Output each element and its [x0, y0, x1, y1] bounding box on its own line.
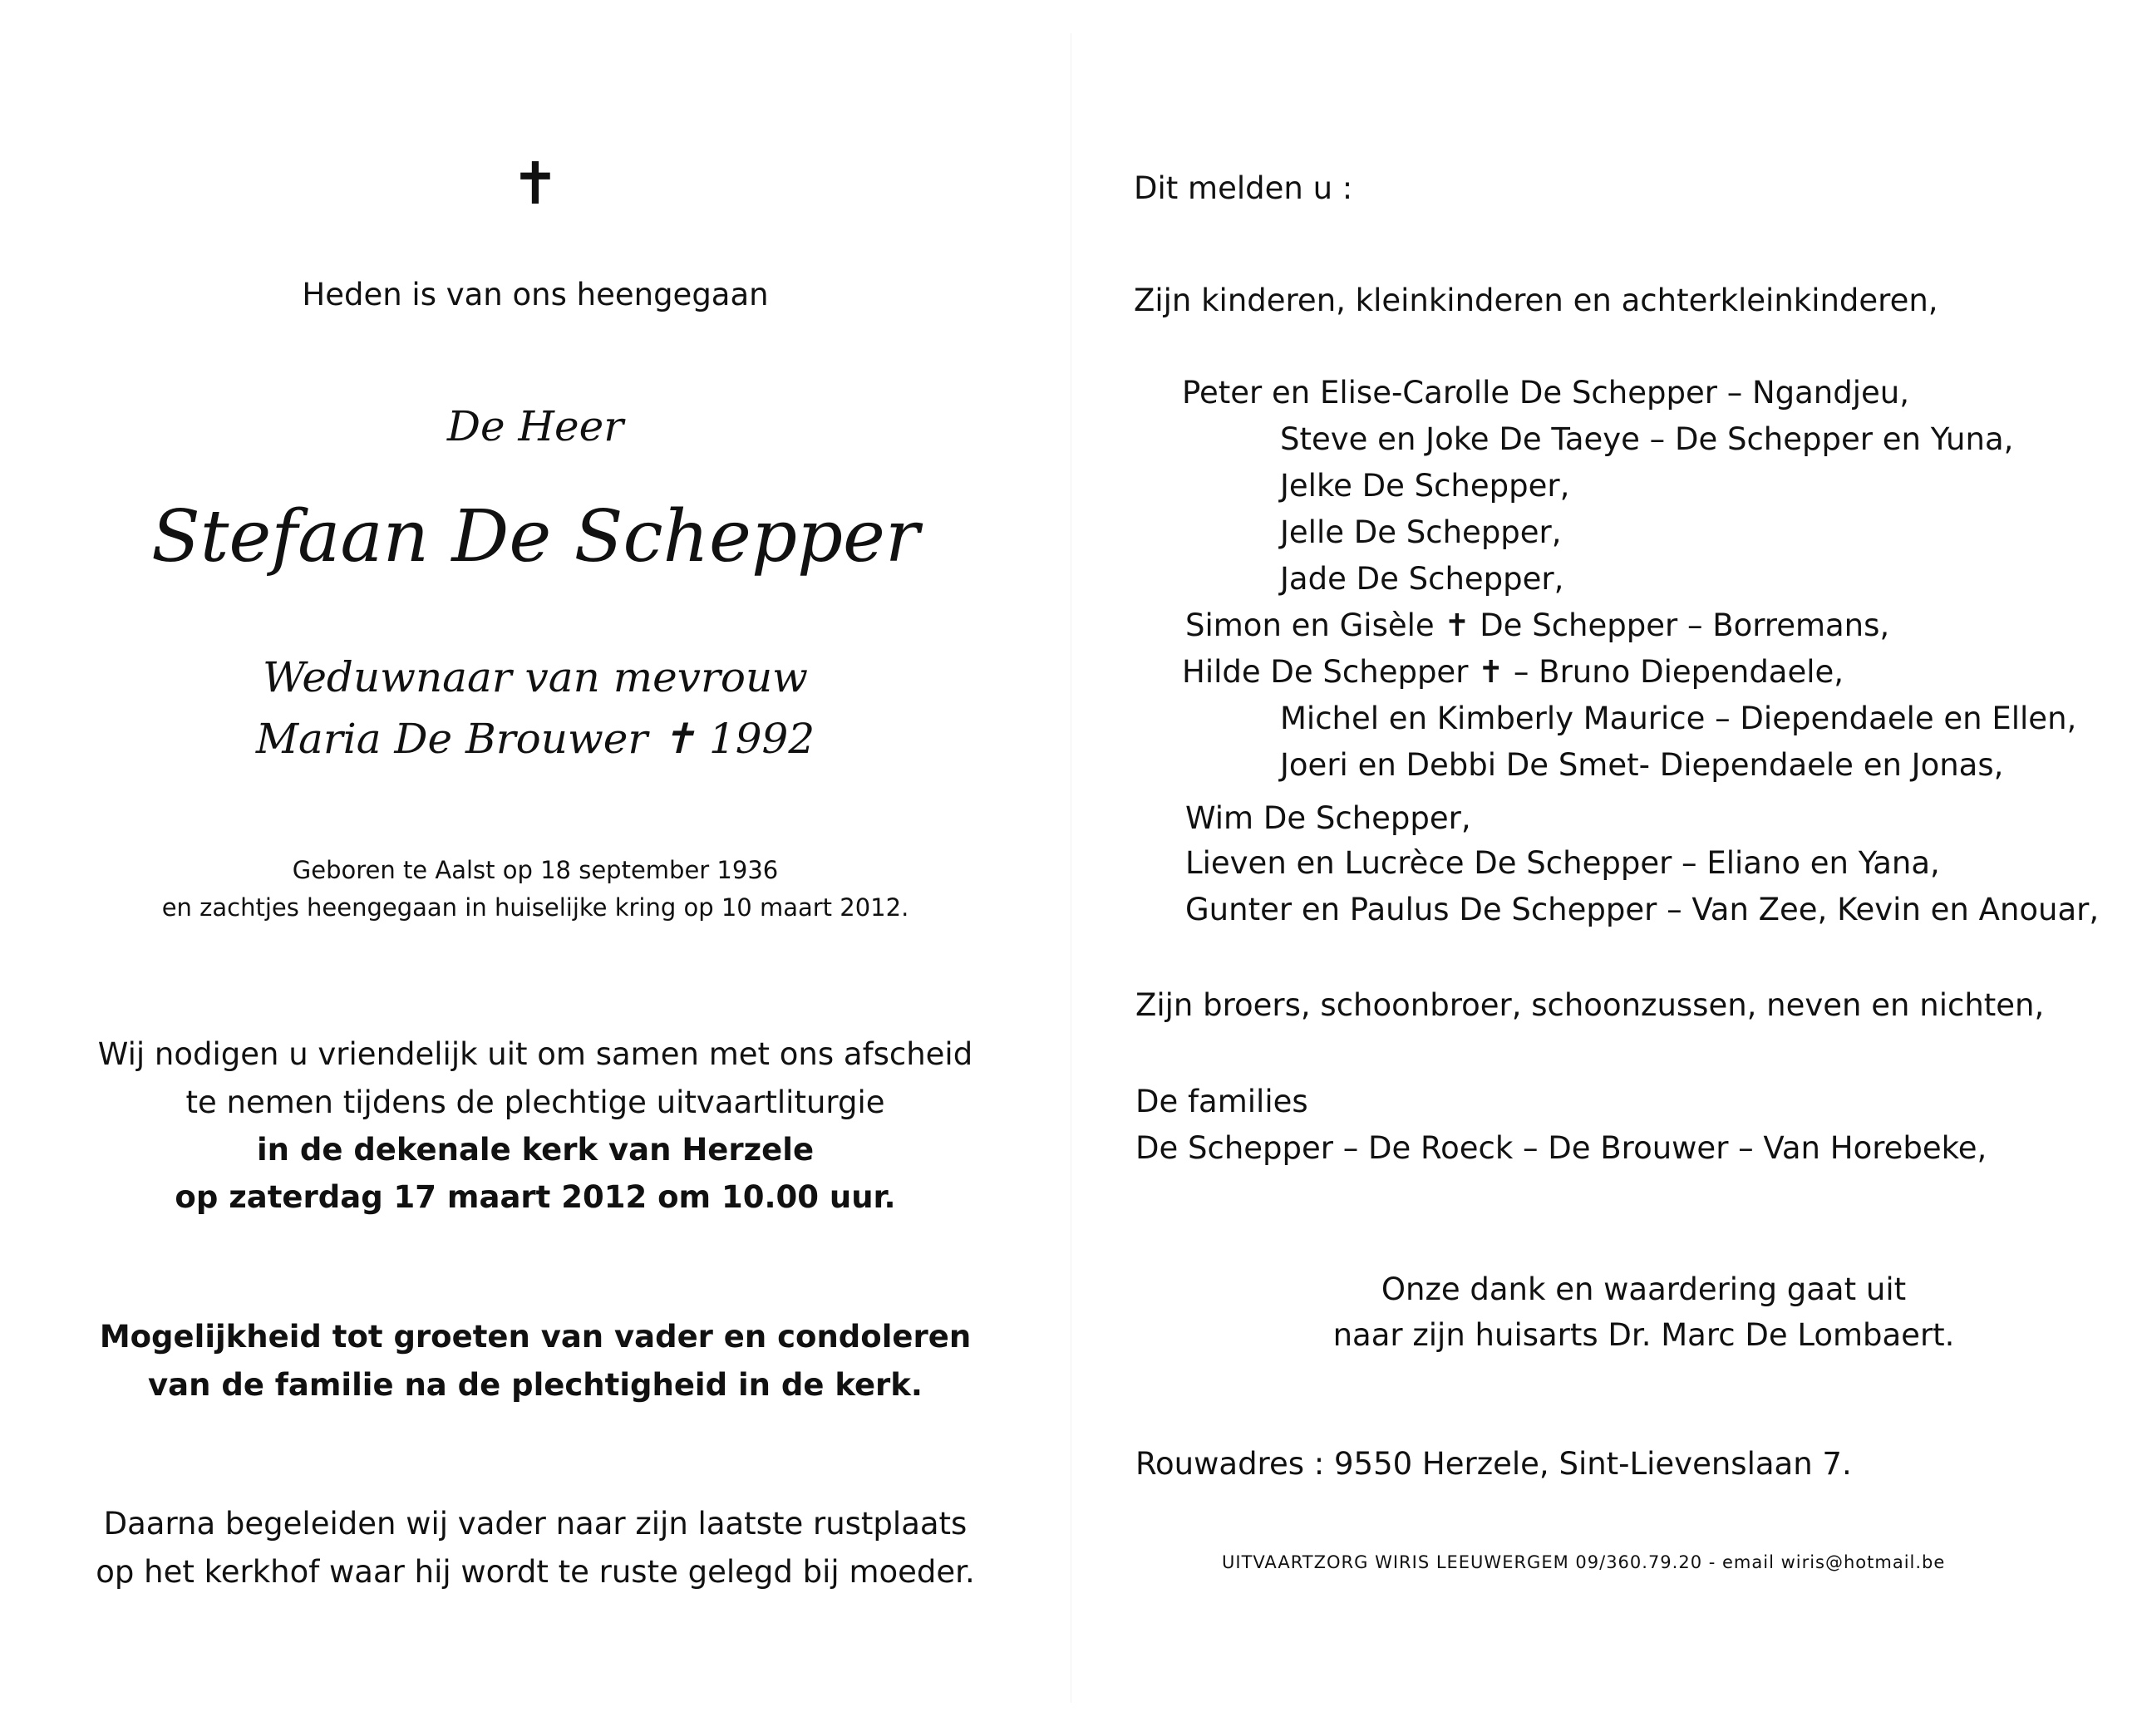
family-member: Jelke De Schepper,	[1280, 468, 1570, 504]
condolence-line-1: Mogelijkheid tot groeten van vader en condoleren	[99, 1319, 972, 1355]
burial-line-1: Daarna begeleiden wij vader naar zijn laatste rustplaats	[103, 1506, 968, 1542]
family-member: Simon en Gisèle ✝ De Schepper – Borremans,	[1185, 607, 1890, 643]
funeral-home-footer: UITVAARTZORG WIRIS LEEUWERGEM 09/360.79.20 - email wiris@hotmail.be	[1222, 1552, 1946, 1572]
families-names: De Schepper – De Roeck – De Brouwer – Van Horebeke,	[1135, 1130, 1987, 1166]
family-member: Michel en Kimberly Maurice – Diependaele en Ellen,	[1280, 701, 2077, 736]
announce-text: Dit melden u :	[1134, 170, 1353, 206]
church-line: in de dekenale kerk van Herzele	[256, 1132, 815, 1168]
right-page	[1071, 0, 2142, 1736]
family-member: Lieven en Lucrèce De Schepper – Eliano en Yana,	[1185, 845, 1940, 881]
burial-line-2: op het kerkhof waar hij wordt te ruste gelegd bij moeder.	[96, 1554, 975, 1590]
family-member: Peter en Elise-Carolle De Schepper – Ngandjeu,	[1182, 375, 1909, 411]
intro-text: Heden is van ons heengegaan	[302, 277, 769, 312]
families-label: De families	[1135, 1084, 1308, 1119]
siblings-line: Zijn broers, schoonbroer, schoonzussen, neven en nichten,	[1135, 987, 2045, 1023]
widower-line-1: Weduwnaar van mevrouw	[263, 653, 808, 701]
family-member: Steve en Joke De Taeye – De Schepper en Yuna,	[1280, 421, 2014, 457]
thanks-line-2: naar zijn huisarts Dr. Marc De Lombaert.	[1332, 1317, 1955, 1353]
mourning-address: Rouwadres : 9550 Herzele, Sint-Lievenslaan 7.	[1135, 1446, 1852, 1482]
invite-line-2: te nemen tijdens de plechtige uitvaartliturgie	[185, 1084, 885, 1120]
thanks-line-1: Onze dank en waardering gaat uit	[1381, 1271, 1907, 1307]
family-member: Jelle De Schepper,	[1280, 514, 1562, 550]
invite-line-1: Wij nodigen u vriendelijk uit om samen met ons afscheid	[97, 1036, 973, 1072]
family-member: Jade De Schepper,	[1280, 561, 1564, 597]
cross-icon: ✝	[510, 150, 560, 218]
family-member: Hilde De Schepper ✝ – Bruno Diependaele,	[1182, 654, 1844, 690]
deceased-name: Stefaan De Schepper	[150, 495, 920, 578]
children-header: Zijn kinderen, kleinkinderen en achterkleinkinderen,	[1134, 283, 1938, 318]
family-member: Joeri en Debbi De Smet- Diependaele en Jonas,	[1280, 747, 2004, 783]
family-member: Wim De Schepper,	[1185, 800, 1471, 836]
condolence-line-2: van de familie na de plechtigheid in de kerk.	[148, 1367, 923, 1403]
service-date: op zaterdag 17 maart 2012 om 10.00 uur.	[175, 1179, 896, 1215]
widower-line-2: Maria De Brouwer ✝ 1992	[255, 715, 815, 763]
birth-line: Geboren te Aalst op 18 september 1936	[292, 856, 779, 884]
death-line: en zachtjes heengegaan in huiselijke kring op 10 maart 2012.	[161, 893, 909, 922]
family-member: Gunter en Paulus De Schepper – Van Zee, Kevin en Anouar,	[1185, 892, 2100, 927]
honorific: De Heer	[446, 402, 624, 450]
